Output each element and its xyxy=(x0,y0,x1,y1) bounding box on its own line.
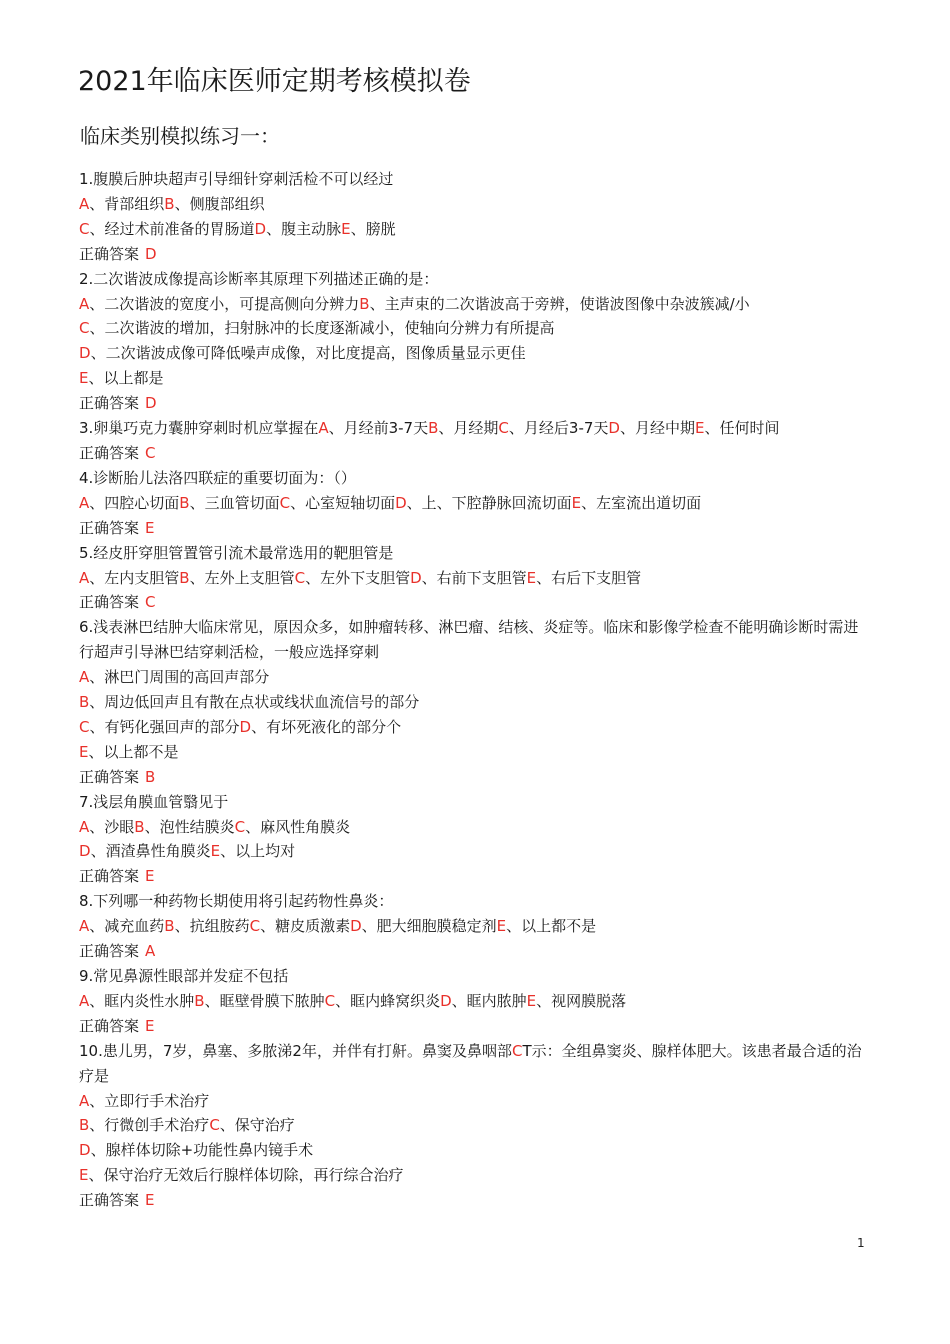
option-letter: C xyxy=(79,319,90,338)
option-letter: E xyxy=(79,1166,89,1185)
option-text: 、周边低回声且有散在点状或线状血流信号的部分 xyxy=(89,693,420,712)
option-letter: D xyxy=(410,568,422,587)
question-7-options xyxy=(79,839,871,864)
option-text: 、有坏死液化的部分个 xyxy=(251,717,402,736)
option-letter: D xyxy=(79,842,91,861)
option-text: 、三血管切面 xyxy=(189,493,280,512)
answer-value: D xyxy=(145,244,157,263)
option-letter: E xyxy=(695,419,705,438)
page-number: 1 xyxy=(857,1236,865,1250)
question-8-answer xyxy=(79,939,871,964)
option-text: 、任何时间 xyxy=(704,419,780,438)
question-2-options xyxy=(79,341,871,366)
question-7-stem: 7.浅层角膜血管翳见于 xyxy=(79,792,229,811)
option-letter: B xyxy=(179,493,190,512)
option-letter: C xyxy=(498,419,509,438)
question-3-answer xyxy=(79,441,871,466)
answer-value: C xyxy=(145,443,156,462)
question-8-options xyxy=(79,914,871,939)
question-6-options xyxy=(79,690,871,715)
option-text: 、以上都是 xyxy=(88,369,164,388)
option-letter: C xyxy=(209,1116,220,1135)
option-text: 、心室短轴切面 xyxy=(290,493,396,512)
option-text: 、左内支胆管 xyxy=(89,568,180,587)
option-text: 、腺样体切除+功能性鼻内镜手术 xyxy=(90,1141,314,1160)
answer-value: E xyxy=(145,1191,155,1210)
question-10-options xyxy=(79,1138,871,1163)
option-letter: A xyxy=(79,817,90,836)
option-letter: B xyxy=(194,991,205,1010)
option-text: 、眶内脓肿 xyxy=(451,991,527,1010)
question-10-answer xyxy=(79,1188,871,1213)
question-2-options xyxy=(79,366,871,391)
option-text: 、保守治疗无效后行腺样体切除，再行综合治疗 xyxy=(88,1166,404,1185)
question-10-options xyxy=(79,1163,871,1188)
option-letter: B xyxy=(164,917,175,936)
option-text: 、二次谐波的宽度小，可提高侧向分辨力 xyxy=(89,294,360,313)
option-text: 、保守治疗 xyxy=(219,1116,295,1135)
option-letter: C xyxy=(324,991,336,1010)
option-text: 、有钙化强回声的部分 xyxy=(89,717,240,736)
question-7-options xyxy=(79,815,871,840)
option-text: 、腹主动脉 xyxy=(266,219,342,238)
question-5-answer xyxy=(79,590,871,615)
option-text: 、右后下支胆管 xyxy=(536,568,642,587)
option-letter: B xyxy=(79,693,90,712)
question-4-stem: 4.诊断胎儿法洛四联症的重要切面为：（） xyxy=(79,468,356,487)
option-text: 、左室流出道切面 xyxy=(581,493,702,512)
option-letter: C xyxy=(294,568,306,587)
option-letter: E xyxy=(526,991,537,1010)
question-8-stem: 8.下列哪一种药物长期使用将引起药物性鼻炎： xyxy=(79,892,394,911)
option-letter: A xyxy=(79,493,90,512)
option-text: 、淋巴门周围的高回声部分 xyxy=(89,668,270,687)
answer-label: 正确答案 xyxy=(79,394,140,413)
option-text: 、左外上支胆管 xyxy=(189,568,295,587)
option-letter: D xyxy=(350,917,362,936)
option-text: 、行微创手术治疗 xyxy=(89,1116,210,1135)
answer-label: 正确答案 xyxy=(79,767,140,786)
question-1-options xyxy=(79,217,871,242)
question-text: T示：全组鼻窦炎、腺样体肥大。该患者最合适的治疗是 xyxy=(79,1041,862,1085)
option-text: 、月经中期 xyxy=(619,419,695,438)
option-text: 、二次谐波的增加，扫射脉冲的长度逐渐减小，使轴向分辨力有所提高 xyxy=(89,319,555,338)
option-text: 、沙眼 xyxy=(89,817,135,836)
question-1-answer xyxy=(79,242,871,267)
answer-label: 正确答案 xyxy=(79,942,140,961)
answer-label: 正确答案 xyxy=(79,1191,140,1210)
option-text: 、二次谐波成像可降低噪声成像，对比度提高，图像质量显示更佳 xyxy=(90,344,526,363)
option-letter: B xyxy=(79,1116,90,1135)
question-10-options xyxy=(79,1089,871,1114)
option-text: 、减充血药 xyxy=(89,917,165,936)
option-text: 、上、下腔静脉回流切面 xyxy=(406,493,572,512)
option-letter: E xyxy=(341,219,351,238)
answer-label: 正确答案 xyxy=(79,593,140,612)
option-letter: C xyxy=(279,493,291,512)
question-6-options xyxy=(79,740,871,765)
question-6-stem: 6.浅表淋巴结肿大临床常见，原因众多，如肿瘤转移、淋巴瘤、结核、炎症等。临床和影像学检查不能明确诊断时需进行超声引导淋巴结穿刺活检，一般应选择穿刺 xyxy=(79,618,859,662)
option-letter: B xyxy=(359,294,370,313)
option-letter: D xyxy=(395,493,407,512)
answer-value: E xyxy=(145,1016,155,1035)
option-letter: B xyxy=(134,817,145,836)
option-letter: E xyxy=(496,917,507,936)
question-4-answer xyxy=(79,516,871,541)
question-7-answer xyxy=(79,864,871,889)
answer-label: 正确答案 xyxy=(79,244,140,263)
option-text: 、眶壁骨膜下脓肿 xyxy=(204,991,325,1010)
answer-label: 正确答案 xyxy=(79,518,140,537)
question-1-stem: 1.腹膜后肿块超声引导细针穿刺活检不可以经过 xyxy=(79,170,394,188)
answer-label: 正确答案 xyxy=(79,443,140,462)
option-text: 、以上都不是 xyxy=(506,917,597,936)
option-letter: E xyxy=(79,369,89,388)
section-subtitle: 临床类别模拟练习一： xyxy=(80,124,280,148)
question-9-options xyxy=(79,989,871,1014)
option-letter: C xyxy=(249,917,261,936)
option-letter: A xyxy=(79,194,90,213)
option-text: 、抗组胺药 xyxy=(174,917,250,936)
question-3-stem xyxy=(79,416,871,441)
option-letter: E xyxy=(571,493,582,512)
option-letter: E xyxy=(210,842,221,861)
option-text: 、四腔心切面 xyxy=(89,493,180,512)
option-text: 、立即行手术治疗 xyxy=(89,1091,210,1110)
document-title: 2021年临床医师定期考核模拟卷 xyxy=(78,66,471,97)
option-letter: A xyxy=(79,1091,90,1110)
option-text: 、糖皮质激素 xyxy=(260,917,351,936)
option-text: 、经过术前准备的胃肠道 xyxy=(89,219,255,238)
option-letter: A xyxy=(79,917,90,936)
option-text: 、月经后3-7天 xyxy=(508,419,609,438)
option-letter: D xyxy=(440,991,452,1010)
question-2-options xyxy=(79,316,871,341)
option-text: 、泡性结膜炎 xyxy=(144,817,235,836)
option-text: 、麻风性角膜炎 xyxy=(245,817,351,836)
option-letter: A xyxy=(79,568,90,587)
option-text: 、主声束的二次谐波高于旁辨，使谐波图像中杂波簇减/小 xyxy=(369,294,750,313)
option-letter: A xyxy=(79,294,90,313)
answer-value: D xyxy=(145,394,157,413)
option-letter: C xyxy=(234,817,246,836)
option-text: 、眶内蜂窝织炎 xyxy=(335,991,441,1010)
option-text: 、月经前3-7天 xyxy=(328,419,429,438)
question-9-stem: 9.常见鼻源性眼部并发症不包括 xyxy=(79,967,289,985)
answer-value: C xyxy=(145,593,156,612)
question-list xyxy=(79,167,871,1213)
question-5-stem: 5.经皮肝穿胆管置管引流术最常选用的靶胆管是 xyxy=(79,543,394,562)
option-letter: D xyxy=(79,344,91,363)
answer-value: E xyxy=(145,867,155,886)
option-text: 、肥大细胞膜稳定剂 xyxy=(361,917,497,936)
option-letter: C xyxy=(79,219,90,238)
option-text: 、酒渣鼻性角膜炎 xyxy=(90,842,211,861)
answer-value: E xyxy=(145,518,155,537)
option-text: 、以上都不是 xyxy=(88,742,179,761)
question-10-stem xyxy=(79,1039,871,1089)
option-letter: B xyxy=(428,419,439,438)
option-letter: B xyxy=(179,568,190,587)
question-5-options xyxy=(79,566,871,591)
option-text: 、右前下支胆管 xyxy=(421,568,527,587)
option-text: 、左外下支胆管 xyxy=(305,568,411,587)
question-1-options xyxy=(79,192,871,217)
option-text: 、以上均对 xyxy=(220,842,296,861)
option-letter: B xyxy=(164,194,175,213)
question-6-options xyxy=(79,665,871,690)
question-9-answer xyxy=(79,1014,871,1039)
option-text: 、背部组织 xyxy=(89,194,165,213)
option-text: 、月经期 xyxy=(438,419,499,438)
option-letter: A xyxy=(79,991,90,1010)
question-text: 10.患儿男，7岁，鼻塞、多脓涕2年，并伴有打鼾。鼻窦及鼻咽部 xyxy=(79,1041,512,1060)
option-letter: D xyxy=(254,219,267,238)
option-text: 、眶内炎性水肿 xyxy=(89,991,195,1010)
option-letter: A xyxy=(318,419,329,438)
option-letter: D xyxy=(79,1141,91,1160)
question-2-options xyxy=(79,292,871,317)
option-letter: D xyxy=(239,717,252,736)
answer-label: 正确答案 xyxy=(79,867,140,886)
question-4-options xyxy=(79,491,871,516)
option-letter: D xyxy=(608,419,620,438)
question-6-options xyxy=(79,715,871,740)
option-text: 、视网膜脱落 xyxy=(536,991,627,1010)
answer-label: 正确答案 xyxy=(79,1016,140,1035)
option-letter: C xyxy=(79,717,90,736)
question-6-answer xyxy=(79,765,871,790)
question-2-stem: 2.二次谐波成像提高诊断率其原理下列描述正确的是： xyxy=(79,269,439,288)
option-letter: E xyxy=(79,742,89,761)
option-text: 、膀胱 xyxy=(350,219,396,238)
highlight-letter: C xyxy=(511,1041,523,1060)
question-10-options xyxy=(79,1113,871,1138)
question-2-answer xyxy=(79,391,871,416)
option-letter: E xyxy=(526,568,537,587)
question-text: 3.卵巢巧克力囊肿穿刺时机应掌握在 xyxy=(79,419,319,438)
answer-value: B xyxy=(145,767,156,786)
option-letter: A xyxy=(79,668,90,687)
answer-value: A xyxy=(145,942,156,961)
option-text: 、侧腹部组织 xyxy=(174,194,265,213)
